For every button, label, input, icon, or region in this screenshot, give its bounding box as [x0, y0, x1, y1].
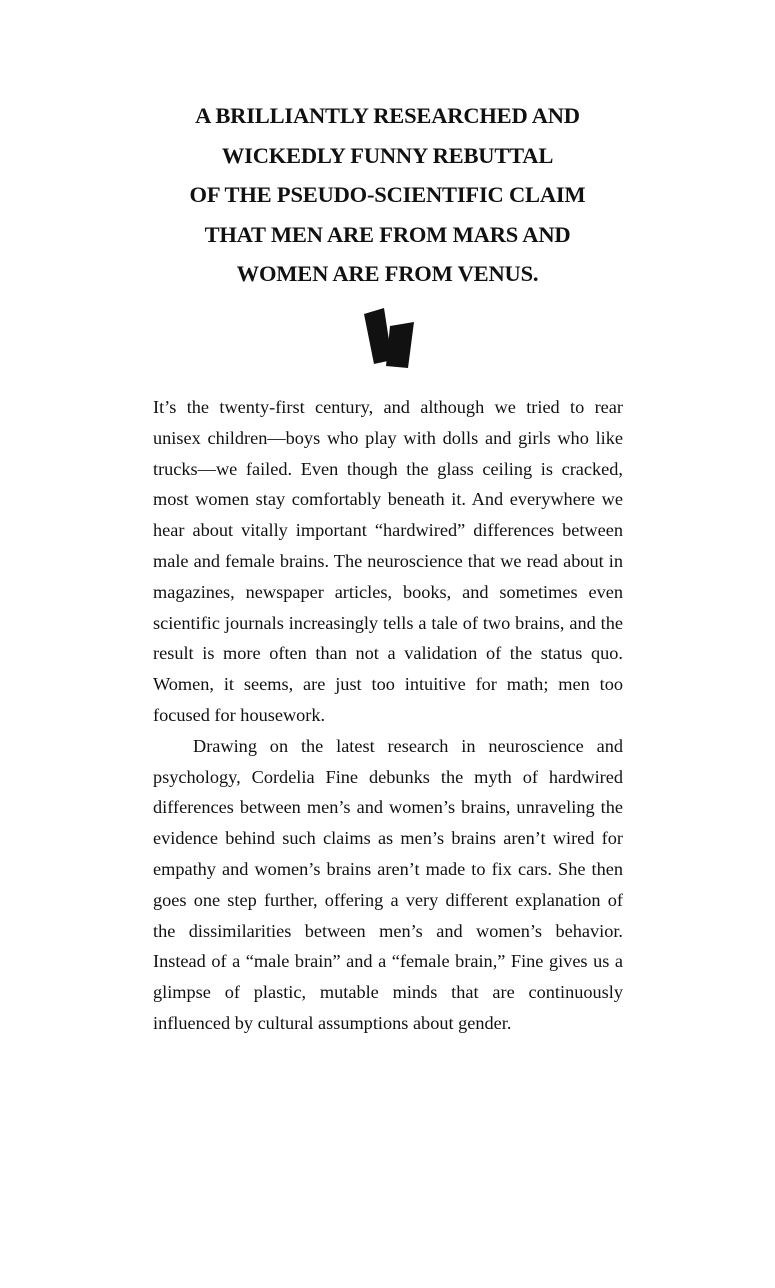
headline-line-2: WICKEDLY FUNNY REBUTTAL: [221, 142, 554, 168]
headline-line-4: THAT MEN ARE FROM MARS AND: [204, 221, 571, 247]
blurb-paragraph-2: Drawing on the latest research in neuroscience and psychology, Cordelia Fine debunks the myth of hardwired differences between men’s and women’s brains, unraveling the evidence behind such claims as men’s brains aren’t wired for empathy and women’s brains aren’t made to fix cars. She then goes one step further, offering a very different explanation of the dissimilarities between men’s and women’s behavior. Instead of a “male brain” and a “female brain,” Fine gives us a glimpse of plastic, mutable minds that are continuously influenced by cultural assumptions about gender.: [153, 735, 623, 1033]
blurb-paragraph-1: It’s the twenty-first century, and although we tried to rear unisex children—boys who play with dolls and girls who like trucks—we failed. Even though the glass ceiling is cracked, most women stay comfortably beneath it. And everywhere we hear about vitally important “hardwired” differences between male and female brains. The neuroscience that we read about in magazines, newspaper articles, books, and sometimes even scientific journals increasingly tells a tale of two brains, and the result is more often than not a validation of the status quo. Women, it seems, are just too intuitive for math; men too focused for housework.: [153, 397, 623, 725]
headline-line-3: OF THE PSEUDO-SCIENTIFIC CLAIM: [189, 182, 586, 207]
headline-line-5: WOMEN ARE FROM VENUS.: [236, 261, 539, 286]
headline: [0, 96, 775, 294]
headline-line-1: A BRILLIANTLY RESEARCHED AND: [195, 103, 580, 128]
blurb: [153, 392, 623, 1039]
block-v-ornament-icon: [362, 308, 416, 368]
